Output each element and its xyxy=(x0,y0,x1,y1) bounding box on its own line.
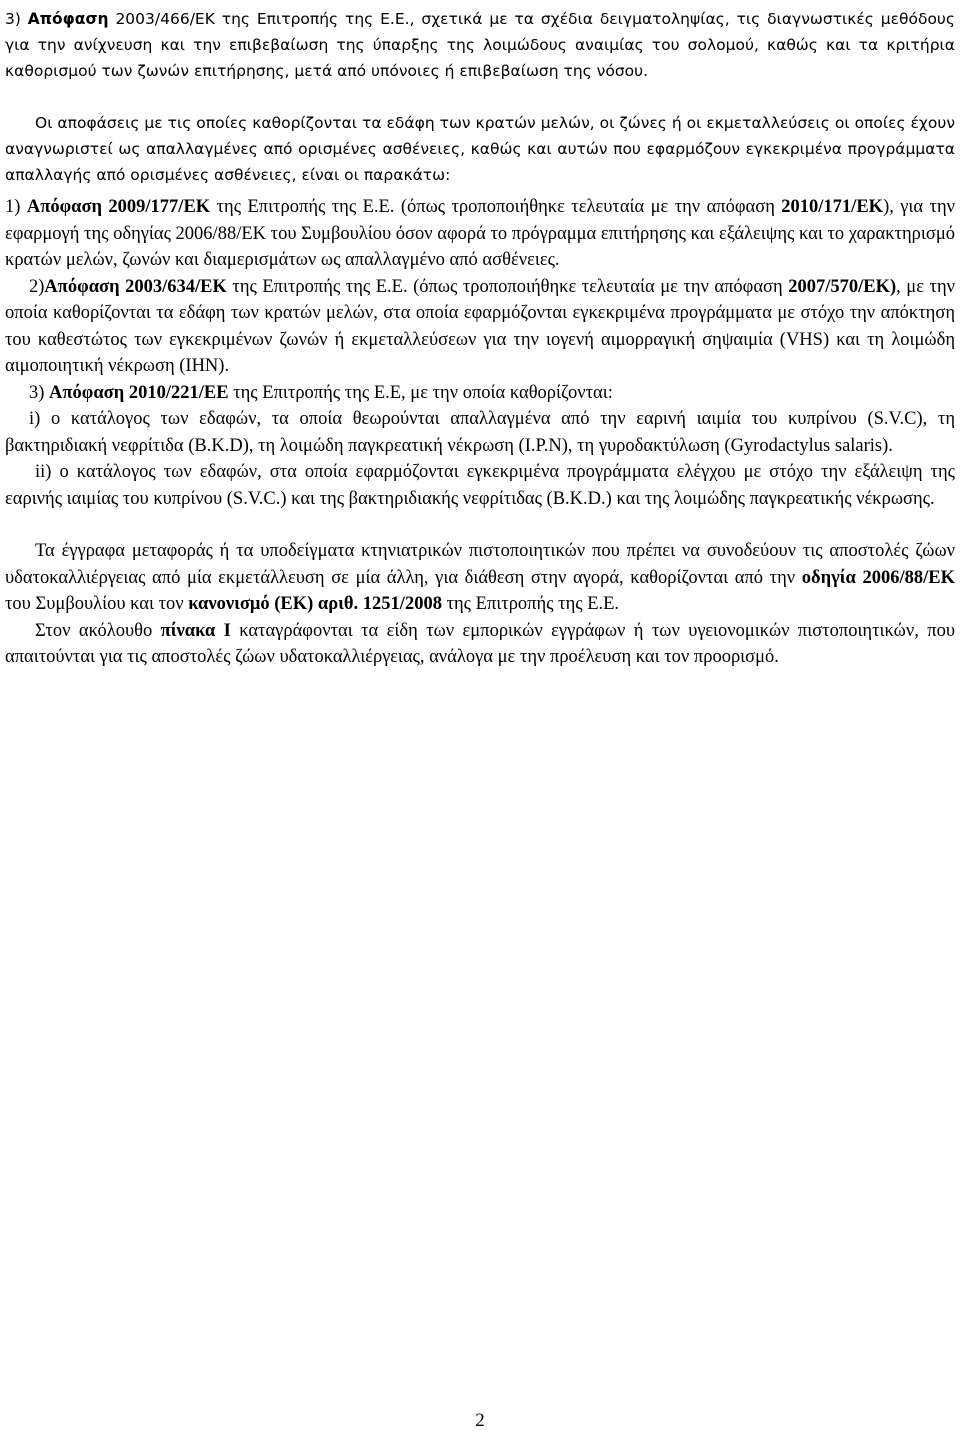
bold-run: 2010/171/ΕΚ xyxy=(781,197,884,217)
paragraph-transport-documents xyxy=(5,538,955,618)
text-run: του Συμβουλίου και τον xyxy=(5,594,189,614)
bold-run: Απόφαση 2010/221/ΕΕ xyxy=(49,382,229,403)
text-run: καταγράφονται τα είδη των εμπορικών εγγράφων ή των υγειονομικών πιστοποιητικών, που απαιτούνται για τις αποστολές ζώων υδατοκαλλιέργειας, ανάλογα με την προέλευση και τον προορισμό. xyxy=(5,620,955,667)
bold-run: κανονισμό (ΕΚ) αριθ. 1251/2008 xyxy=(188,594,442,614)
page-number: 2 xyxy=(475,1410,485,1431)
text-run: ), για την εφαρμογή της οδηγίας 2006/88/ΕΚ του Συμβουλίου όσον αφορά το πρόγραμμα επιτήρησης και εξάλειψης και το χαρακτηρισμό κρατών μελών, ζωνών και διαμερισμάτων ως απαλλαγμένο από ασθένειες. xyxy=(5,197,955,270)
text-run: Στον ακόλουθο xyxy=(35,620,161,641)
text-run: της Επιτροπής της Ε.Ε. (όπως τροποποιήθηκε τελευταία με την απόφαση xyxy=(210,197,782,217)
text-run: 1) xyxy=(5,197,27,217)
text-run: Τα έγγραφα μεταφοράς ή τα υποδείγματα κτηνιατρικών πιστοποιητικών που πρέπει να συνοδεύουν τις αποστολές ζώων υδατοκαλλιέργειας από μία εκμετάλλευση σε μία άλλη, για διάθεση στην αγορά, καθορίζονται από την xyxy=(5,541,955,588)
text-run: 3) xyxy=(29,382,50,403)
bold-run: οδηγία 2006/88/ΕΚ xyxy=(801,567,955,588)
decision-item-2 xyxy=(5,274,955,380)
paragraph-table-reference xyxy=(5,618,955,671)
bold-run: Απόφαση 2009/177/ΕΚ xyxy=(26,197,211,217)
text-run: της Επιτροπής της Ε.Ε. (όπως τροποποιήθηκε τελευταία με την απόφαση xyxy=(226,276,789,297)
text-run: 2003/466/ΕΚ της Επιτροπής της Ε.Ε., σχετικά με τα σχέδια δειγματοληψίας, τις διαγνωστικές μεθόδους για την ανίχνευση και την επιβεβαίωση της ύπαρξης της λοιμώδους αναιμίας του σολομού, καθώς και τα κριτήρια καθορισμού των ζωνών επιτήρησης, μετά από υπόνοιες ή επιβεβαίωση της νόσου. xyxy=(5,10,955,80)
bold-run: Απόφαση xyxy=(27,10,109,28)
decision-3-subitem-ii: ii) ο κατάλογος των εδαφών, στα οποία εφαρμόζονται εγκεκριμένα προγράμματα ελέγχου με στόχο την εξάλειψη της εαρινής ιαιμίας του κυπρίνου (S.V.C.) και της βακτηριδιακής νεφρίτιδας (B.K.D.) και της λοιμώδης παγκρεατικής νέκρωσης. xyxy=(5,462,955,509)
bold-run: Απόφαση 2003/634/ΕΚ xyxy=(44,276,227,297)
text-run: της Επιτροπής της Ε.Ε. xyxy=(441,594,620,614)
text-run: της Επιτροπής της Ε.Ε, με την οποία καθορίζονται: xyxy=(228,382,613,403)
decision-item-3 xyxy=(5,380,955,407)
bold-run: πίνακα Ι xyxy=(160,620,231,641)
paragraph-decisions-intro: Οι αποφάσεις με τις οποίες καθορίζονται τα εδάφη των κρατών μελών, οι ζώνες ή οι εκμεταλλεύσεις οι οποίες έχουν αναγνωριστεί ως απαλλαγμένες από ορισμένες ασθένειες, καθώς και αυτών που εφαρμόζουν εγκεκριμένα προγράμματα απαλλαγής από ορισμένες ασθένειες, είναι οι παρακάτω: xyxy=(5,114,955,184)
text-run: 2) xyxy=(29,276,45,297)
paragraph-decision-2003-466 xyxy=(5,6,955,84)
document-page xyxy=(5,0,955,671)
decision-item-1 xyxy=(5,194,955,274)
bold-run: 2007/570/ΕΚ) xyxy=(788,276,897,297)
text-run: 3) xyxy=(5,10,28,28)
text-run: , με την οποία καθορίζονται τα εδάφη των κρατών μελών, στα οποία εφαρμόζονται εγκεκριμένα προγράμματα με στόχο την απόκτηση του καθεστώτος των εγκεκριμένων ζωνών ή εκμεταλλεύσεων για την ιογενή αιμορραγική σηψαιμία (VHS) και τη λοιμώδη αιμοποιητική νέκρωση (IHN). xyxy=(5,276,955,376)
decision-3-subitem-i: i) ο κατάλογος των εδαφών, τα οποία θεωρούνται απαλλαγμένα από την εαρινή ιαιμία του κυπρίνου (S.V.C), τη βακτηριδιακή νεφρίτιδα (B.K.D), τη λοιμώδη παγκρεατική νέκρωση (I.P.N), τη γυροδακτύλωση (Gyrodactylus salaris). xyxy=(5,409,955,456)
